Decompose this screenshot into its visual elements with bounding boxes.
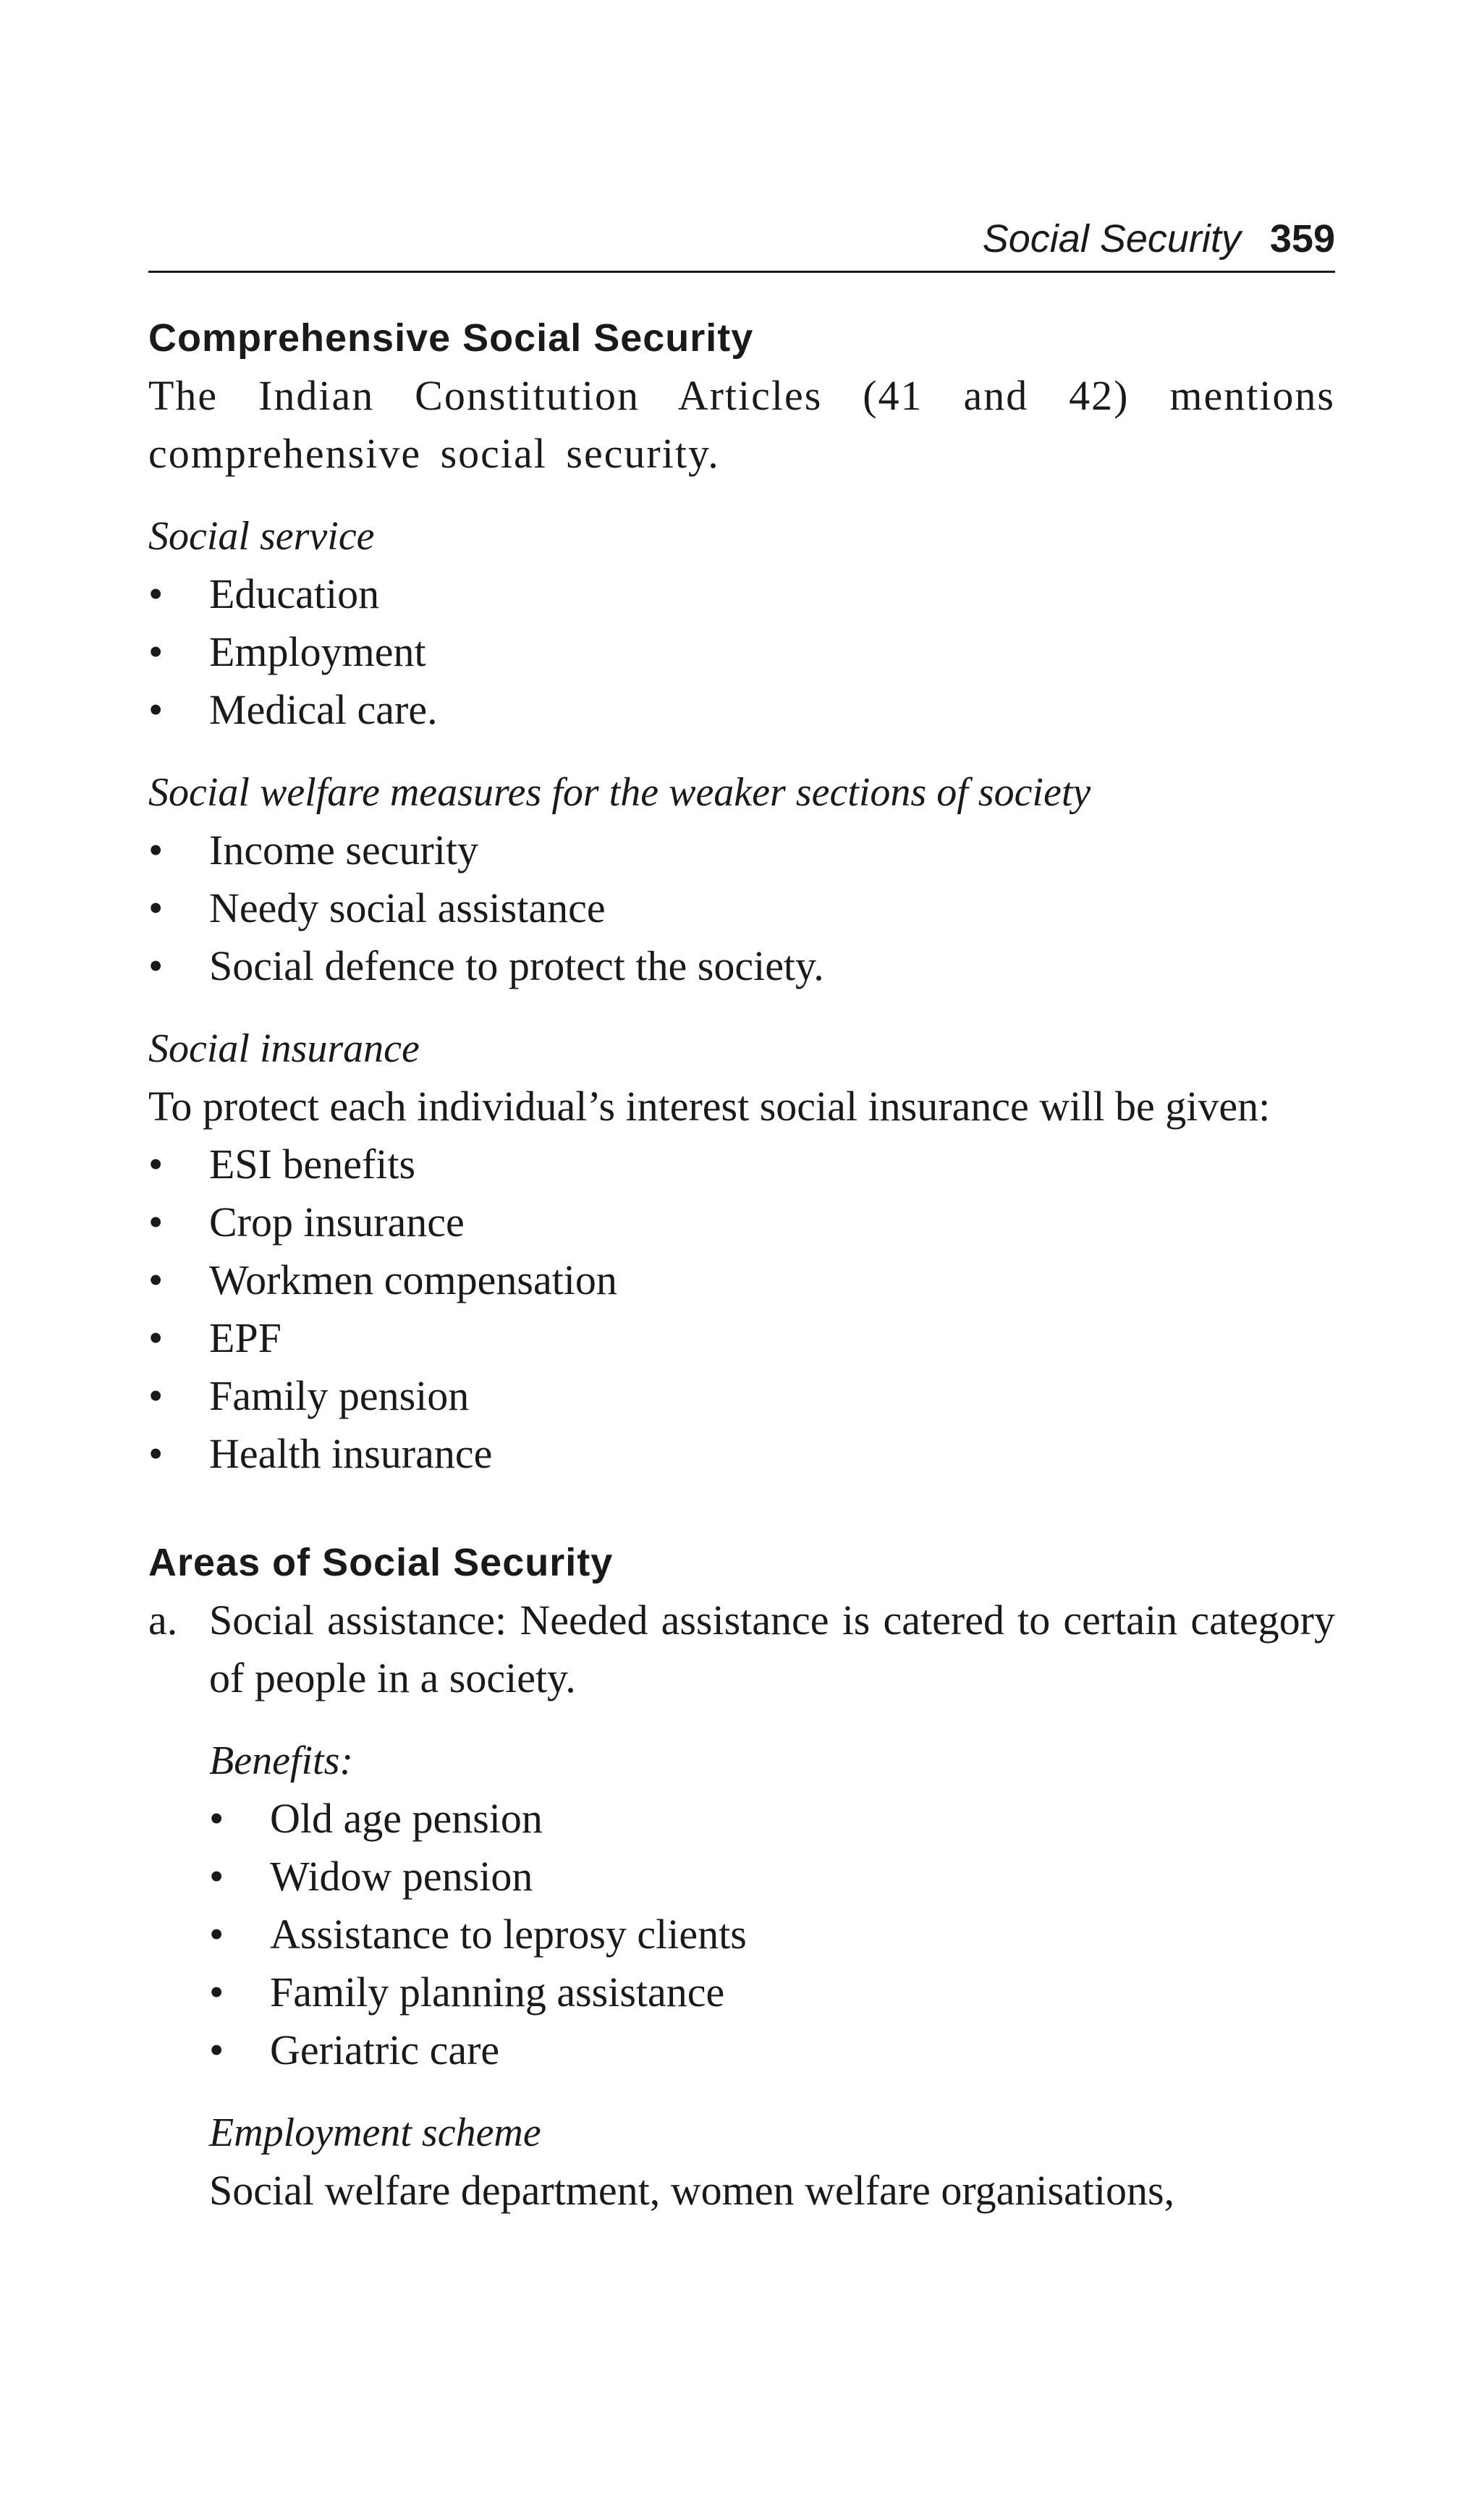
welfare-list: [148, 821, 1335, 995]
list-item: • Workmen compensation: [148, 1251, 1335, 1309]
bullet-icon: •: [209, 2026, 224, 2073]
subhead-welfare: Social welfare measures for the weaker sections of society: [148, 770, 1091, 815]
employment-text: Social welfare department, women welfare organisations,: [209, 2167, 1175, 2214]
bullet-icon: •: [148, 686, 164, 733]
insurance-paragraph: To protect each individual’s interest social insurance will be given:: [148, 1083, 1271, 1130]
list-item: • Crop insurance: [148, 1193, 1335, 1251]
bullet-icon: •: [209, 1795, 224, 1842]
section-heading-comprehensive: Comprehensive Social Security: [148, 316, 754, 360]
list-item: • Medical care.: [148, 681, 1335, 739]
running-head-section: Social Security: [982, 217, 1241, 261]
list-item: • Income security: [148, 821, 1335, 879]
subhead-benefits: Benefits:: [209, 1738, 354, 1783]
list-item: • Health insurance: [148, 1425, 1335, 1483]
list-item: • EPF: [148, 1309, 1335, 1367]
list-item: • Geriatric care: [209, 2021, 1335, 2079]
list-item: • ESI benefits: [148, 1136, 1335, 1193]
list-item: • Social defence to protect the society.: [148, 937, 1335, 995]
bullet-icon: •: [148, 1430, 164, 1477]
bullet-icon: •: [209, 1853, 224, 1900]
bullet-icon: •: [209, 1969, 224, 2016]
social-service-list: [148, 565, 1335, 739]
bullet-icon: •: [148, 1256, 164, 1303]
list-item: • Family pension: [148, 1367, 1335, 1425]
bullet-icon: •: [148, 570, 164, 617]
subhead-social-insurance: Social insurance: [148, 1026, 420, 1071]
list-item: • Old age pension: [209, 1790, 1335, 1848]
running-head: [148, 210, 1335, 273]
bullet-icon: •: [148, 1198, 164, 1246]
ordered-item-a: [148, 1591, 1335, 2220]
list-item: • Widow pension: [209, 1848, 1335, 1906]
list-item: • Employment: [148, 623, 1335, 681]
bullet-icon: •: [148, 1141, 164, 1188]
bullet-icon: •: [148, 628, 164, 675]
section-heading-areas: Areas of Social Security: [148, 1541, 614, 1584]
subhead-employment-scheme: Employment scheme: [209, 2110, 541, 2155]
bullet-icon: •: [148, 942, 164, 989]
item-a-text: Social assistance: Needed assistance is catered to certain category of people in a society.: [209, 1597, 1335, 1701]
insurance-list: [148, 1136, 1335, 1483]
list-item: • Family planning assistance: [209, 1963, 1335, 2021]
subhead-social-service: Social service: [148, 514, 375, 559]
book-page: [148, 210, 1335, 2220]
bullet-icon: •: [148, 1372, 164, 1419]
list-item: • Assistance to leprosy clients: [209, 1906, 1335, 1963]
bullet-icon: •: [148, 884, 164, 931]
benefits-list: [209, 1790, 1335, 2079]
list-item: • Needy social assistance: [148, 879, 1335, 937]
bullet-icon: •: [209, 1911, 224, 1958]
list-item: • Education: [148, 565, 1335, 623]
item-marker: a.: [148, 1597, 178, 1644]
intro-paragraph: The Indian Constitution Articles (41 and 42) mentions comprehensive social security.: [148, 372, 1335, 477]
bullet-icon: •: [148, 1314, 164, 1361]
bullet-icon: •: [148, 826, 164, 874]
page-number: 359: [1269, 217, 1335, 261]
